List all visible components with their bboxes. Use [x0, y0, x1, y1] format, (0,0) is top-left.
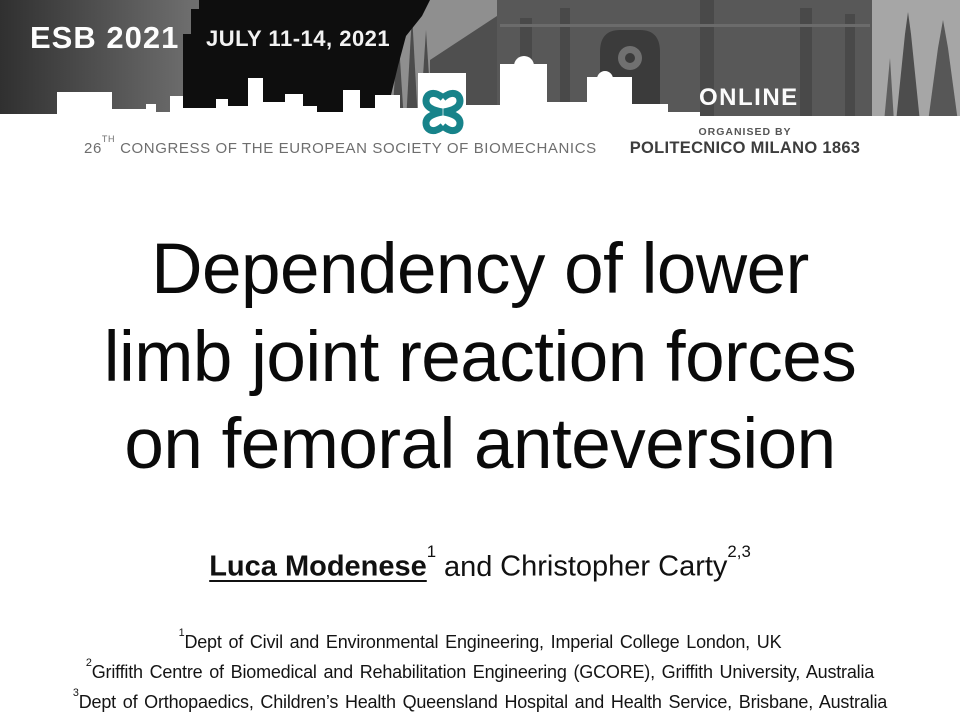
online-label: ONLINE	[699, 84, 799, 111]
slide-title	[0, 226, 960, 489]
milan-skyline-artwork	[0, 0, 960, 122]
affiliation-3-sup: 3	[72, 687, 79, 700]
congress-caption	[84, 134, 597, 157]
congress-ordinal-sup: TH	[101, 134, 116, 144]
organiser-name: POLITECNICO MILANO 1863	[629, 139, 861, 157]
congress-caption-text: CONGRESS OF THE EUROPEAN SOCIETY OF BIOMECHANICS	[120, 140, 597, 157]
conference-banner	[0, 0, 960, 122]
conference-dates-label: JULY 11-14, 2021	[206, 26, 391, 51]
affiliation-1	[0, 625, 960, 655]
congress-number: 26	[84, 140, 102, 157]
affiliations-block	[0, 625, 960, 715]
author-2-name: Christopher Carty	[500, 550, 728, 583]
affiliation-3	[0, 685, 960, 715]
title-line-1: Dependency of lower	[151, 230, 809, 309]
author-1-name: Luca Modenese	[209, 550, 427, 583]
author-1-affiliation-sup: 1	[426, 541, 437, 561]
title-line-2: limb joint reaction forces	[103, 317, 857, 397]
affiliation-2-sup: 2	[85, 657, 92, 670]
affiliation-1-sup: 1	[178, 627, 185, 640]
affiliation-3-text: Dept of Orthopaedics, Children’s Health Queensland Hospital and Health Service, Brisbane, Australia	[78, 692, 888, 712]
title-line-3: on femoral anteversion	[124, 405, 836, 484]
affiliation-2	[0, 655, 960, 685]
author-2-affiliation-sup: 2,3	[727, 541, 751, 561]
organised-by-label: ORGANISED BY	[698, 126, 792, 138]
affiliation-2-text: Griffith Centre of Biomedical and Rehabilitation Engineering (GCORE), Griffith University, Australia	[91, 662, 875, 682]
esb-congress-logo-icon	[419, 87, 467, 137]
esb-2021-label: ESB 2021	[30, 20, 180, 55]
authors-line	[0, 542, 960, 585]
affiliation-1-text: Dept of Civil and Environmental Engineering, Imperial College London, UK	[184, 632, 782, 652]
duomo-photo	[388, 0, 960, 122]
authors-connector: and	[443, 550, 493, 583]
